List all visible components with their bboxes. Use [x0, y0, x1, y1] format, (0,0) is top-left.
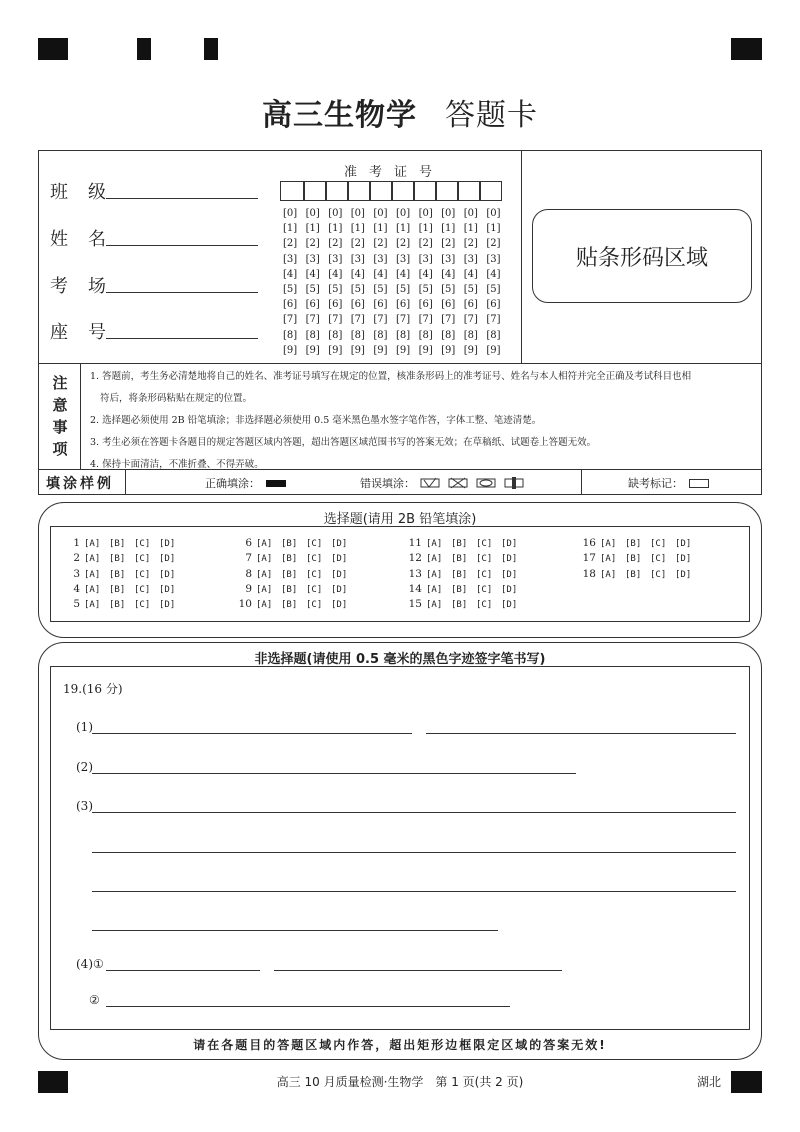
digit-bubble[interactable]: [7]: [441, 314, 456, 326]
choice-question: [400, 552, 526, 564]
option-bubble[interactable]: [A]: [84, 569, 101, 580]
registration-mark: [38, 38, 68, 60]
option-bubble[interactable]: [C]: [306, 584, 323, 595]
registration-mark: [204, 38, 218, 60]
digit-bubble[interactable]: [0]: [486, 208, 501, 219]
option-bubble[interactable]: [D]: [159, 539, 176, 549]
digit-bubble[interactable]: [7]: [350, 314, 365, 326]
digit-bubble[interactable]: [1]: [418, 223, 433, 235]
digit-row: [283, 330, 509, 345]
option-bubble[interactable]: [D]: [501, 554, 518, 565]
digit-bubble[interactable]: [9]: [463, 344, 478, 356]
digit-bubble[interactable]: [4]: [305, 268, 320, 280]
option-bubble[interactable]: [C]: [134, 569, 151, 580]
choice-question: [400, 583, 526, 595]
option-bubble[interactable]: [D]: [159, 554, 176, 565]
option-bubble[interactable]: [A]: [426, 554, 443, 565]
digit-bubble[interactable]: [2]: [395, 238, 411, 250]
digit-bubble[interactable]: [2]: [328, 238, 343, 250]
option-bubble[interactable]: [D]: [675, 569, 692, 580]
option-bubble[interactable]: [A]: [256, 539, 273, 549]
name-field[interactable]: 姓名: [50, 225, 126, 251]
digit-bubble[interactable]: [7]: [328, 314, 343, 326]
note-item: 符后，将条形码粘贴在规定的位置。: [100, 393, 253, 404]
answer-line[interactable]: [426, 733, 736, 734]
digit-bubble[interactable]: [5]: [373, 283, 388, 295]
answer-line[interactable]: [274, 970, 562, 971]
digit-bubble[interactable]: [3]: [486, 253, 501, 265]
option-bubble[interactable]: [B]: [109, 554, 126, 565]
option-bubble[interactable]: [C]: [306, 569, 323, 580]
digit-bubble[interactable]: [7]: [395, 314, 411, 326]
option-bubble[interactable]: [D]: [501, 569, 518, 580]
class-field[interactable]: 班级: [50, 178, 126, 204]
digit-bubble[interactable]: [5]: [418, 283, 433, 295]
question-number: 6: [245, 537, 252, 549]
digit-bubble[interactable]: [8]: [373, 329, 388, 341]
option-bubble[interactable]: [A]: [84, 539, 101, 549]
digit-bubble[interactable]: [8]: [350, 329, 365, 341]
digit-bubble[interactable]: [3]: [373, 253, 388, 265]
answer-line[interactable]: [92, 852, 736, 853]
digit-bubble[interactable]: [4]: [463, 268, 478, 280]
choice-question: [58, 552, 184, 564]
option-bubble[interactable]: [D]: [331, 584, 348, 595]
digit-bubble[interactable]: [0]: [441, 208, 456, 219]
choice-question: [400, 568, 526, 580]
digit-bubble[interactable]: [8]: [441, 329, 456, 341]
option-bubble[interactable]: [D]: [501, 539, 518, 549]
digit-bubble[interactable]: [4]: [418, 268, 433, 280]
question-number: 16: [582, 537, 596, 549]
choice-question: [230, 568, 356, 580]
digit-bubble[interactable]: [9]: [395, 344, 411, 356]
option-bubble[interactable]: [B]: [451, 539, 468, 549]
digit-bubble[interactable]: [5]: [486, 283, 501, 295]
option-bubble[interactable]: [B]: [109, 584, 126, 595]
digit-bubble[interactable]: [4]: [441, 268, 456, 280]
notes-divider: [80, 363, 81, 470]
digit-bubble[interactable]: [3]: [305, 253, 320, 265]
question-number: 10: [238, 598, 252, 611]
title-main: 高三生物学: [262, 98, 417, 133]
digit-bubble[interactable]: [6]: [418, 299, 433, 311]
digit-bubble[interactable]: [2]: [486, 238, 501, 250]
exam-id-boxes[interactable]: [280, 181, 502, 201]
digit-row: [283, 254, 509, 269]
question-number: 7: [245, 552, 252, 565]
choice-question: [400, 598, 526, 610]
option-bubble[interactable]: [A]: [426, 584, 443, 595]
digit-bubble[interactable]: [7]: [486, 314, 501, 326]
digit-bubble[interactable]: [9]: [441, 344, 456, 356]
option-bubble[interactable]: [A]: [426, 569, 443, 580]
option-bubble[interactable]: [A]: [256, 554, 273, 565]
question-number: 9: [245, 582, 252, 595]
digit-bubble[interactable]: [6]: [395, 299, 411, 311]
choice-question: [58, 568, 184, 580]
bottom-notice: 请在各题目的答题区域内作答，超出矩形边框限定区域的答案无效!: [193, 1038, 607, 1052]
registration-mark: [731, 38, 762, 60]
question-number: 2: [73, 552, 80, 565]
digit-bubble[interactable]: [6]: [463, 299, 478, 311]
question-number: 12: [408, 552, 422, 565]
question-number: 5: [73, 598, 80, 611]
digit-bubble[interactable]: [2]: [418, 238, 433, 250]
digit-bubble[interactable]: [8]: [328, 329, 343, 341]
exam-id-box[interactable]: [326, 181, 348, 201]
digit-bubble[interactable]: [8]: [486, 329, 501, 341]
barcode-divider: [521, 150, 522, 364]
part-4-label: (4)①: [76, 957, 104, 971]
absent-checkbox[interactable]: [689, 479, 709, 488]
option-bubble[interactable]: [B]: [109, 569, 126, 580]
digit-bubble[interactable]: [5]: [305, 283, 320, 295]
digit-bubble[interactable]: [3]: [463, 253, 478, 265]
digit-bubble[interactable]: [2]: [305, 238, 320, 250]
digit-bubble[interactable]: [4]: [395, 268, 411, 280]
choice-question: [58, 598, 184, 610]
digit-bubble[interactable]: [8]: [463, 329, 478, 341]
digit-bubble[interactable]: [5]: [395, 283, 411, 295]
answer-line[interactable]: [92, 891, 736, 892]
digit-row: [283, 284, 509, 299]
digit-bubble[interactable]: [0]: [463, 208, 478, 219]
digit-bubble[interactable]: [9]: [350, 344, 365, 356]
exam-room-field[interactable]: 考场: [50, 272, 126, 298]
exam-id-box[interactable]: [480, 181, 502, 201]
digit-bubble[interactable]: [6]: [486, 299, 501, 311]
option-bubble[interactable]: [B]: [109, 600, 126, 611]
digit-bubble[interactable]: [4]: [373, 268, 388, 280]
exam-id-digit-grid[interactable]: [283, 208, 509, 360]
question-19-label: 19.(16 分): [63, 682, 123, 696]
digit-bubble[interactable]: [6]: [328, 299, 343, 311]
question-number: 17: [582, 552, 596, 565]
digit-bubble[interactable]: [0]: [373, 208, 388, 219]
option-bubble[interactable]: [D]: [331, 539, 348, 549]
exam-id-box[interactable]: [392, 181, 414, 201]
digit-row: [283, 208, 509, 223]
digit-bubble[interactable]: [8]: [418, 329, 433, 341]
option-bubble[interactable]: [D]: [331, 600, 348, 611]
part-1-label: (1): [76, 720, 93, 734]
option-bubble[interactable]: [D]: [675, 539, 692, 549]
exam-id-box[interactable]: [348, 181, 370, 201]
question-number: 11: [408, 537, 422, 549]
option-bubble[interactable]: [D]: [331, 554, 348, 565]
option-bubble[interactable]: [A]: [84, 600, 101, 611]
option-bubble[interactable]: [C]: [134, 584, 151, 595]
question-number: 1: [73, 537, 80, 549]
digit-bubble[interactable]: [3]: [418, 253, 433, 265]
exam-id-box[interactable]: [414, 181, 436, 201]
digit-bubble[interactable]: [1]: [305, 223, 320, 235]
digit-bubble[interactable]: [0]: [395, 208, 411, 219]
choice-question: [400, 537, 526, 549]
digit-row: [283, 314, 509, 329]
option-bubble[interactable]: [B]: [625, 569, 642, 580]
option-bubble[interactable]: [A]: [426, 539, 443, 549]
choice-question: [58, 583, 184, 595]
option-bubble[interactable]: [C]: [476, 539, 493, 549]
option-bubble[interactable]: [A]: [426, 600, 443, 611]
answer-line[interactable]: [106, 970, 260, 971]
absent-mark: 缺考标记：: [628, 472, 709, 494]
digit-bubble[interactable]: [5]: [463, 283, 478, 295]
digit-bubble[interactable]: [2]: [350, 238, 365, 250]
digit-bubble[interactable]: [3]: [441, 253, 456, 265]
choice-question: [574, 568, 700, 580]
question-number: 18: [582, 567, 596, 580]
digit-bubble[interactable]: [1]: [373, 223, 388, 235]
digit-bubble[interactable]: [2]: [463, 238, 478, 250]
question-number: 4: [73, 582, 80, 595]
title-sub: 答题卡: [445, 98, 538, 133]
question-number: 15: [408, 598, 422, 611]
digit-bubble[interactable]: [4]: [350, 268, 365, 280]
exam-id-label: 准考证号: [343, 165, 444, 180]
option-bubble[interactable]: [C]: [134, 554, 151, 565]
part-4-2-label: ②: [89, 993, 100, 1007]
note-item: 2. 选择题必须使用 2B 铅笔填涂；非选择题必须使用 0.5 毫米黑色墨水签字笔作答，字体工整、笔迹清楚。: [90, 415, 542, 426]
part-2-label: (2): [76, 760, 93, 774]
digit-bubble[interactable]: [4]: [486, 268, 501, 280]
digit-bubble[interactable]: [0]: [305, 208, 320, 219]
option-bubble[interactable]: [C]: [476, 584, 493, 595]
digit-bubble[interactable]: [6]: [373, 299, 388, 311]
digit-bubble[interactable]: [0]: [350, 208, 365, 219]
digit-bubble[interactable]: [8]: [283, 329, 298, 341]
digit-bubble[interactable]: [5]: [283, 283, 298, 295]
answer-line[interactable]: [92, 733, 412, 734]
digit-bubble[interactable]: [1]: [350, 223, 365, 235]
digit-bubble[interactable]: [1]: [283, 223, 298, 235]
exam-id-box[interactable]: [304, 181, 326, 201]
option-bubble[interactable]: [C]: [476, 554, 493, 565]
digit-bubble[interactable]: [5]: [441, 283, 456, 295]
option-bubble[interactable]: [C]: [650, 539, 667, 549]
digit-bubble[interactable]: [7]: [305, 314, 320, 326]
option-bubble[interactable]: [A]: [84, 554, 101, 565]
fill-sample-label: 填涂样例: [46, 476, 114, 492]
option-bubble[interactable]: [C]: [476, 569, 493, 580]
choice-question: [574, 537, 700, 549]
option-bubble[interactable]: [B]: [625, 539, 642, 549]
digit-bubble[interactable]: [2]: [373, 238, 388, 250]
digit-bubble[interactable]: [0]: [418, 208, 433, 219]
digit-bubble[interactable]: [6]: [350, 299, 365, 311]
digit-bubble[interactable]: [9]: [486, 344, 501, 356]
digit-bubble[interactable]: [7]: [463, 314, 478, 326]
option-bubble[interactable]: [D]: [159, 569, 176, 580]
option-bubble[interactable]: [A]: [256, 569, 273, 580]
digit-row: [283, 238, 509, 253]
choice-question: [230, 537, 356, 549]
option-bubble[interactable]: [B]: [109, 539, 126, 549]
note-item: 1. 答题前，考生务必清楚地将自己的姓名、准考证号填写在规定的位置，核准条形码上的准考证号、姓名与本人相符并完全正确及考试科目也相: [90, 371, 692, 382]
question-number: 8: [245, 567, 252, 580]
digit-row: [283, 223, 509, 238]
free-answer-box: [50, 666, 750, 1030]
fill-sample-divider: [581, 469, 582, 495]
footer-page-info: 高三 10 月质量检测·生物学 第 1 页(共 2 页): [276, 1075, 524, 1089]
digit-bubble[interactable]: [3]: [328, 253, 343, 265]
option-bubble[interactable]: [B]: [281, 539, 298, 549]
exam-id-box[interactable]: [280, 181, 304, 201]
option-bubble[interactable]: [D]: [501, 584, 518, 595]
digit-bubble[interactable]: [9]: [418, 344, 433, 356]
digit-bubble[interactable]: [1]: [328, 223, 343, 235]
option-bubble[interactable]: [D]: [159, 584, 176, 595]
option-bubble[interactable]: [C]: [306, 554, 323, 565]
exam-id-box[interactable]: [458, 181, 480, 201]
digit-bubble[interactable]: [3]: [283, 253, 298, 265]
barcode-area: 贴条形码区域: [532, 209, 752, 303]
option-bubble[interactable]: [A]: [600, 539, 617, 549]
digit-bubble[interactable]: [7]: [373, 314, 388, 326]
digit-bubble[interactable]: [3]: [395, 253, 411, 265]
option-bubble[interactable]: [A]: [256, 600, 273, 611]
option-bubble[interactable]: [C]: [306, 600, 323, 611]
choice-question: [574, 552, 700, 564]
registration-mark: [137, 38, 151, 60]
answer-line[interactable]: [92, 773, 576, 774]
option-bubble[interactable]: [C]: [476, 600, 493, 611]
digit-bubble[interactable]: [8]: [395, 329, 411, 341]
digit-bubble[interactable]: [6]: [441, 299, 456, 311]
digit-bubble[interactable]: [7]: [283, 314, 298, 326]
option-bubble[interactable]: [C]: [650, 554, 667, 565]
digit-bubble[interactable]: [2]: [441, 238, 456, 250]
question-number: 13: [408, 567, 422, 580]
digit-bubble[interactable]: [4]: [328, 268, 343, 280]
page-title: [0, 90, 800, 134]
wrong-fill-example: 错误填涂：: [360, 472, 527, 494]
digit-bubble[interactable]: [7]: [418, 314, 433, 326]
digit-bubble[interactable]: [2]: [283, 238, 298, 250]
option-bubble[interactable]: [A]: [600, 569, 617, 580]
answer-line[interactable]: [106, 1006, 510, 1007]
option-bubble[interactable]: [B]: [451, 600, 468, 611]
digit-bubble[interactable]: [3]: [350, 253, 365, 265]
digit-bubble[interactable]: [5]: [328, 283, 343, 295]
part-3-label: (3): [76, 799, 93, 813]
note-item: 4. 保持卡面清洁，不准折叠、不得弄破。: [90, 459, 264, 470]
digit-bubble[interactable]: [4]: [283, 268, 298, 280]
digit-bubble[interactable]: [1]: [486, 223, 501, 235]
option-bubble[interactable]: [B]: [281, 569, 298, 580]
wrong-marks-icon: [419, 477, 527, 489]
footer-region: 湖北: [697, 1075, 722, 1089]
notes-list: [90, 366, 752, 476]
digit-bubble[interactable]: [9]: [283, 344, 298, 356]
seat-field[interactable]: 座号: [50, 318, 126, 344]
question-number: 14: [408, 582, 422, 595]
digit-bubble[interactable]: [0]: [328, 208, 343, 219]
digit-bubble[interactable]: [9]: [328, 344, 343, 356]
free-section-title: 非选择题(请使用 0.5 毫米的黑色字迹签字笔书写): [254, 652, 546, 667]
choice-section-title: 选择题(请用 2B 铅笔填涂): [323, 512, 477, 527]
option-bubble[interactable]: [A]: [256, 584, 273, 595]
option-bubble[interactable]: [B]: [451, 554, 468, 565]
digit-row: [283, 345, 509, 360]
option-bubble[interactable]: [B]: [625, 554, 642, 565]
digit-bubble[interactable]: [6]: [305, 299, 320, 311]
answer-line[interactable]: [92, 812, 736, 813]
option-bubble[interactable]: [C]: [650, 569, 667, 580]
filled-mark-icon: [266, 480, 286, 487]
exam-id-box[interactable]: [436, 181, 458, 201]
option-bubble[interactable]: [C]: [306, 539, 323, 549]
choice-question: [230, 552, 356, 564]
option-bubble[interactable]: [B]: [281, 554, 298, 565]
exam-id-box[interactable]: [370, 181, 392, 201]
digit-bubble[interactable]: [9]: [305, 344, 320, 356]
choice-question: [230, 598, 356, 610]
digit-bubble[interactable]: [5]: [350, 283, 365, 295]
digit-bubble[interactable]: [9]: [373, 344, 388, 356]
digit-bubble[interactable]: [1]: [441, 223, 456, 235]
option-bubble[interactable]: [D]: [501, 600, 518, 611]
option-bubble[interactable]: [B]: [281, 584, 298, 595]
notes-label: 注意事项: [52, 374, 68, 458]
question-number: 3: [73, 567, 80, 580]
choice-question: [230, 583, 356, 595]
answer-line[interactable]: [92, 930, 498, 931]
digit-row: [283, 299, 509, 314]
correct-fill-example: 正确填涂：: [205, 472, 286, 494]
digit-bubble[interactable]: [1]: [463, 223, 478, 235]
fill-sample-divider: [125, 469, 126, 495]
digit-bubble[interactable]: [8]: [305, 329, 320, 341]
digit-bubble[interactable]: [0]: [283, 208, 298, 219]
option-bubble[interactable]: [B]: [451, 584, 468, 595]
option-bubble[interactable]: [B]: [451, 569, 468, 580]
option-bubble[interactable]: [D]: [159, 600, 176, 611]
digit-row: [283, 269, 509, 284]
note-item: 3. 考生必须在答题卡各题目的规定答题区域内答题，超出答题区域范围书写的答案无效；在草稿纸、试题卷上答题无效。: [90, 437, 597, 448]
option-bubble[interactable]: [D]: [675, 554, 692, 565]
option-bubble[interactable]: [C]: [134, 539, 151, 549]
option-bubble[interactable]: [C]: [134, 600, 151, 611]
digit-bubble[interactable]: [1]: [395, 223, 411, 235]
option-bubble[interactable]: [A]: [600, 554, 617, 565]
option-bubble[interactable]: [A]: [84, 584, 101, 595]
choice-question: [58, 537, 184, 549]
option-bubble[interactable]: [D]: [331, 569, 348, 580]
option-bubble[interactable]: [B]: [281, 600, 298, 611]
digit-bubble[interactable]: [6]: [283, 299, 298, 311]
